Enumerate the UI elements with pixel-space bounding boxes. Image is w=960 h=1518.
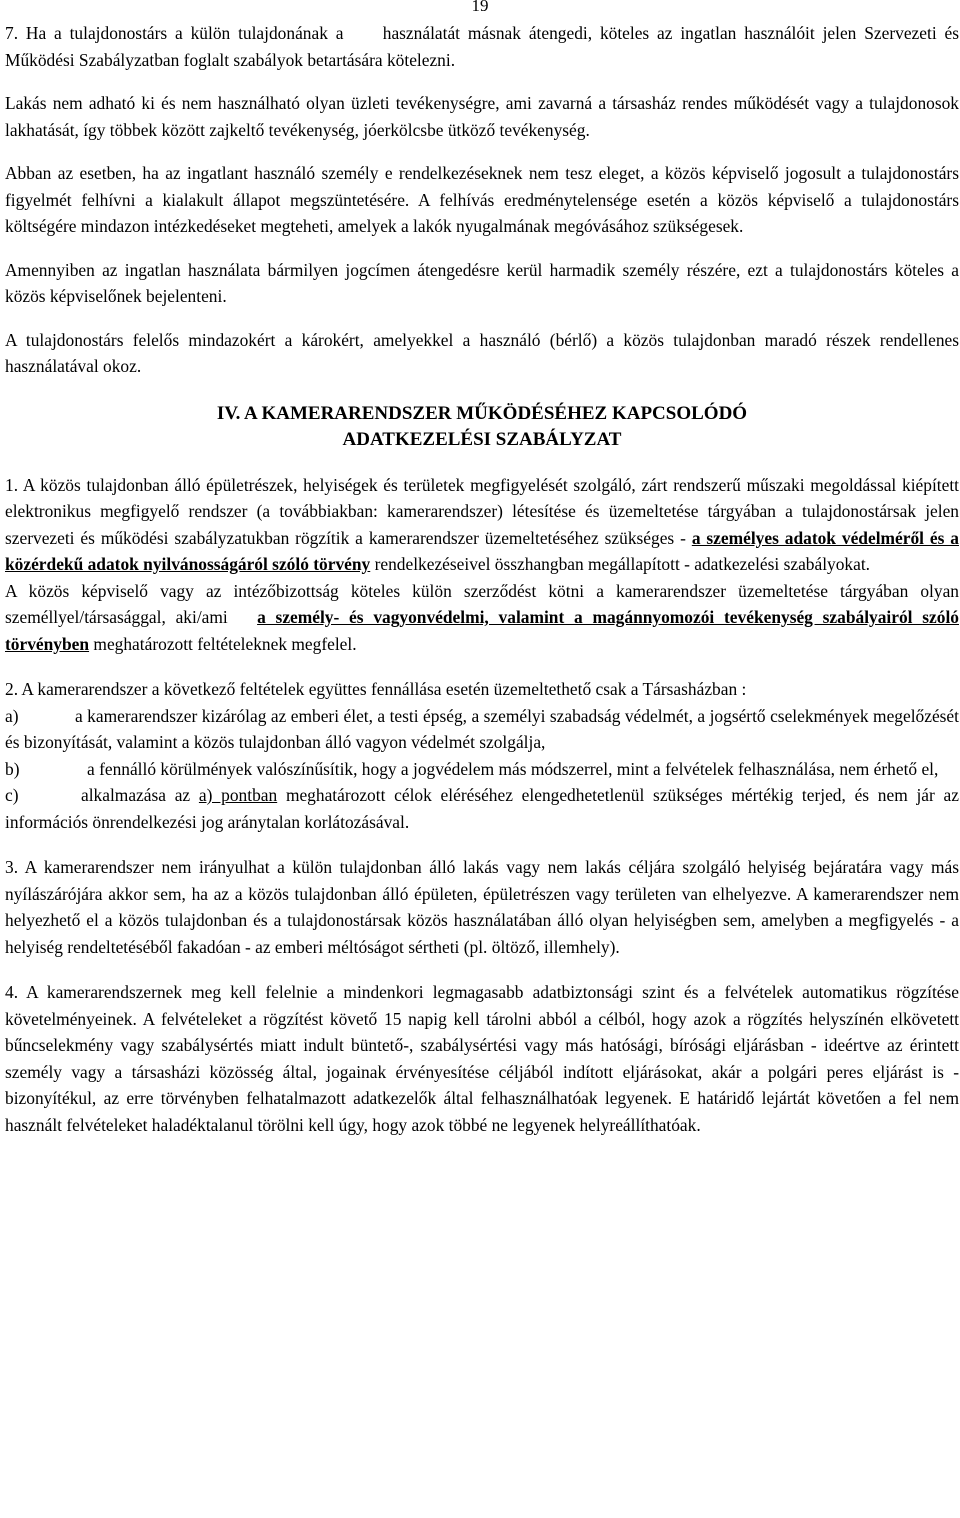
paragraph-7-part1: 7. Ha a tulajdonostárs a külön tulajdonának a — [5, 23, 344, 43]
list-item-c-label: c) — [5, 785, 19, 805]
law-reference-security: a személy- és vagyonvédelmi, valamint a magánnyomozói tevékenység szabályairól szóló törvényben — [5, 607, 959, 654]
document-body — [5, 20, 959, 1138]
list-item-b-label: b) — [5, 758, 20, 779]
paragraph-1-text-a: 1. A közös tulajdonban álló épületrészek, helyiségek és területek megfigyelését szolgáló, zárt rendszerű műszaki megoldással kiépített elektronikus megfigyelő rendszer (a továbbiakban: kamerarendszer) létesítése és üzemeltetése tárgyában a tulajdonostársak jelen szervezeti és működési szabályzatukban rögzítik a kamerarendszer üzemeltetéséhez szükséges - — [5, 474, 959, 548]
paragraph-2-intro: 2. A kamerarendszer a következő feltételek együttes fennállása esetén üzemeltethető csak a Társasházban : — [5, 679, 747, 699]
list-item-c-text-a: alkalmazása az — [81, 785, 191, 805]
list-item-a — [5, 703, 959, 756]
section-title-line1: IV. A KAMERARENDSZER MŰKÖDÉSÉHEZ KAPCSOLÓDÓ — [216, 402, 748, 424]
paragraph-4: 4. A kamerarendszernek meg kell felelnie a mindenkori legmagasabb adatbiztonsági szint és a felvételek automatikus rögzítése követelményeinek. A felvételeket a rögzítést követő 15 napig kell tárolni abból a célból, hogy azok a rögzítés helyszínén elkövetett bűncselekmény vagy szabálysértés miatt indult büntető-, szabálysértési vagy más hatósági, bírósági eljárásban - ideértve az érintett személy vagy a társasházi közösség által, jogainak érvényesítése céljából indított eljárásokat, akár a polgári peres eljárást is - bizonyítékul, az erre törvényben felhatalmazott adatkezelők által felhasználhatóak legyenek. E határidő lejártát követően a fel nem használt felvételeket haladéktalanul törölni kell úgy, hogy azok többé ne legyenek helyreállíthatóak. — [5, 982, 959, 1135]
section-title-line2: ADATKEZELÉSI SZABÁLYZAT — [342, 428, 622, 450]
paragraph-7-part2: használatát másnak átengedi, köteles az ingatlan használóit jelen Szervezeti és Működési Szabályzatban foglalt szabályok betartására kötelezni. — [5, 23, 959, 70]
page-number: 19 — [471, 0, 489, 15]
paragraph-amennyiben: Amennyiben az ingatlan használata bármilyen jogcímen átengedésre kerül harmadik személy részére, ezt a tulajdonostárs köteles a közös képviselőnek bejelenteni. — [5, 259, 959, 306]
list-item-a-text: a kamerarendszer kizárólag az emberi élet, a testi épség, a személyi szabadság védelmét, a jogsértő cselekmények megelőzését és bizonyítását, valamint a közös tulajdonban álló vagyon védelmét szolgálja, — [5, 705, 959, 752]
section-title — [5, 401, 959, 453]
paragraph-1b-text-b: meghatározott feltételeknek megfelel. — [93, 633, 357, 654]
paragraph-1-text-b: rendelkezéseivel összhangban megállapított - adatkezelési szabályokat. — [374, 554, 871, 574]
paragraph-lakas: Lakás nem adható ki és nem használható olyan üzleti tevékenységre, ami zavarná a társasház rendes működését vagy a tulajdonosok lakhatását, így többek között zajkeltő tevékenység, jóerkölcsbe ütköző tevékenység. — [5, 93, 959, 140]
paragraph-felelos: A tulajdonostárs felelős mindazokért a károkért, amelyekkel a használó (bérlő) a közös tulajdonban maradó részek rendellenes használatával okoz. — [5, 329, 959, 376]
law-reference-data-protection: a személyes adatok védelméről és a közérdekű adatok nyilvánosságáról szóló törvény — [5, 527, 959, 574]
paragraph-1 — [5, 472, 959, 578]
list-item-b — [5, 756, 959, 783]
list-item-b-text: a fennálló körülmények valószínűsítik, hogy a jogvédelem más módszerrel, mint a felvételek felhasználása, nem érhető el, — [87, 758, 939, 779]
list-item-c-text-b: meghatározott célok eléréséhez elengedhetetlenül szükséges mértékig terjed, és nem jár az információs önrendelkezési jog aránytalan korlátozásával. — [5, 785, 959, 832]
paragraph-abban: Abban az esetben, ha az ingatlant használó személy e rendelkezéseknek nem tesz eleget, a közös képviselő jogosult a tulajdonostárs figyelmét felhívni a kialakult állapot megszüntetésére. A felhívás eredménytelensége esetén a közös képviselő a tulajdonostárs költségére mindazon intézkedéseket megteheti, amelyek a lakók nyugalmának megóvásához szükségesek. — [5, 163, 959, 236]
paragraph-3: 3. A kamerarendszer nem irányulhat a külön tulajdonban álló lakás vagy nem lakás céljára szolgáló helyiség bejáratára vagy más nyílászárójára akkor sem, ha az a közös tulajdonban álló épületen, épületrészen vagy területen van elhelyezve. A kamerarendszer nem helyezhető el a közös tulajdonban és a tulajdonostársak közös használatában álló olyan helyiségben sem, amelyben a megfigyelés - a helyiség rendeltetéséből fakadóan - az emberi méltóságot sértheti (pl. öltöző, illemhely). — [5, 857, 959, 957]
list-item-c — [5, 782, 959, 835]
paragraph-7 — [5, 20, 959, 73]
point-a-reference: a) pontban — [198, 785, 278, 805]
paragraph-1b-text-a: A közös képviselő vagy az intézőbizottság köteles külön szerződést kötni a kamerarendszer üzemeltetése tárgyában olyan személlyel/társasággal, aki/ami — [5, 580, 959, 627]
list-item-a-label: a) — [5, 705, 19, 726]
paragraph-1b — [5, 578, 959, 658]
